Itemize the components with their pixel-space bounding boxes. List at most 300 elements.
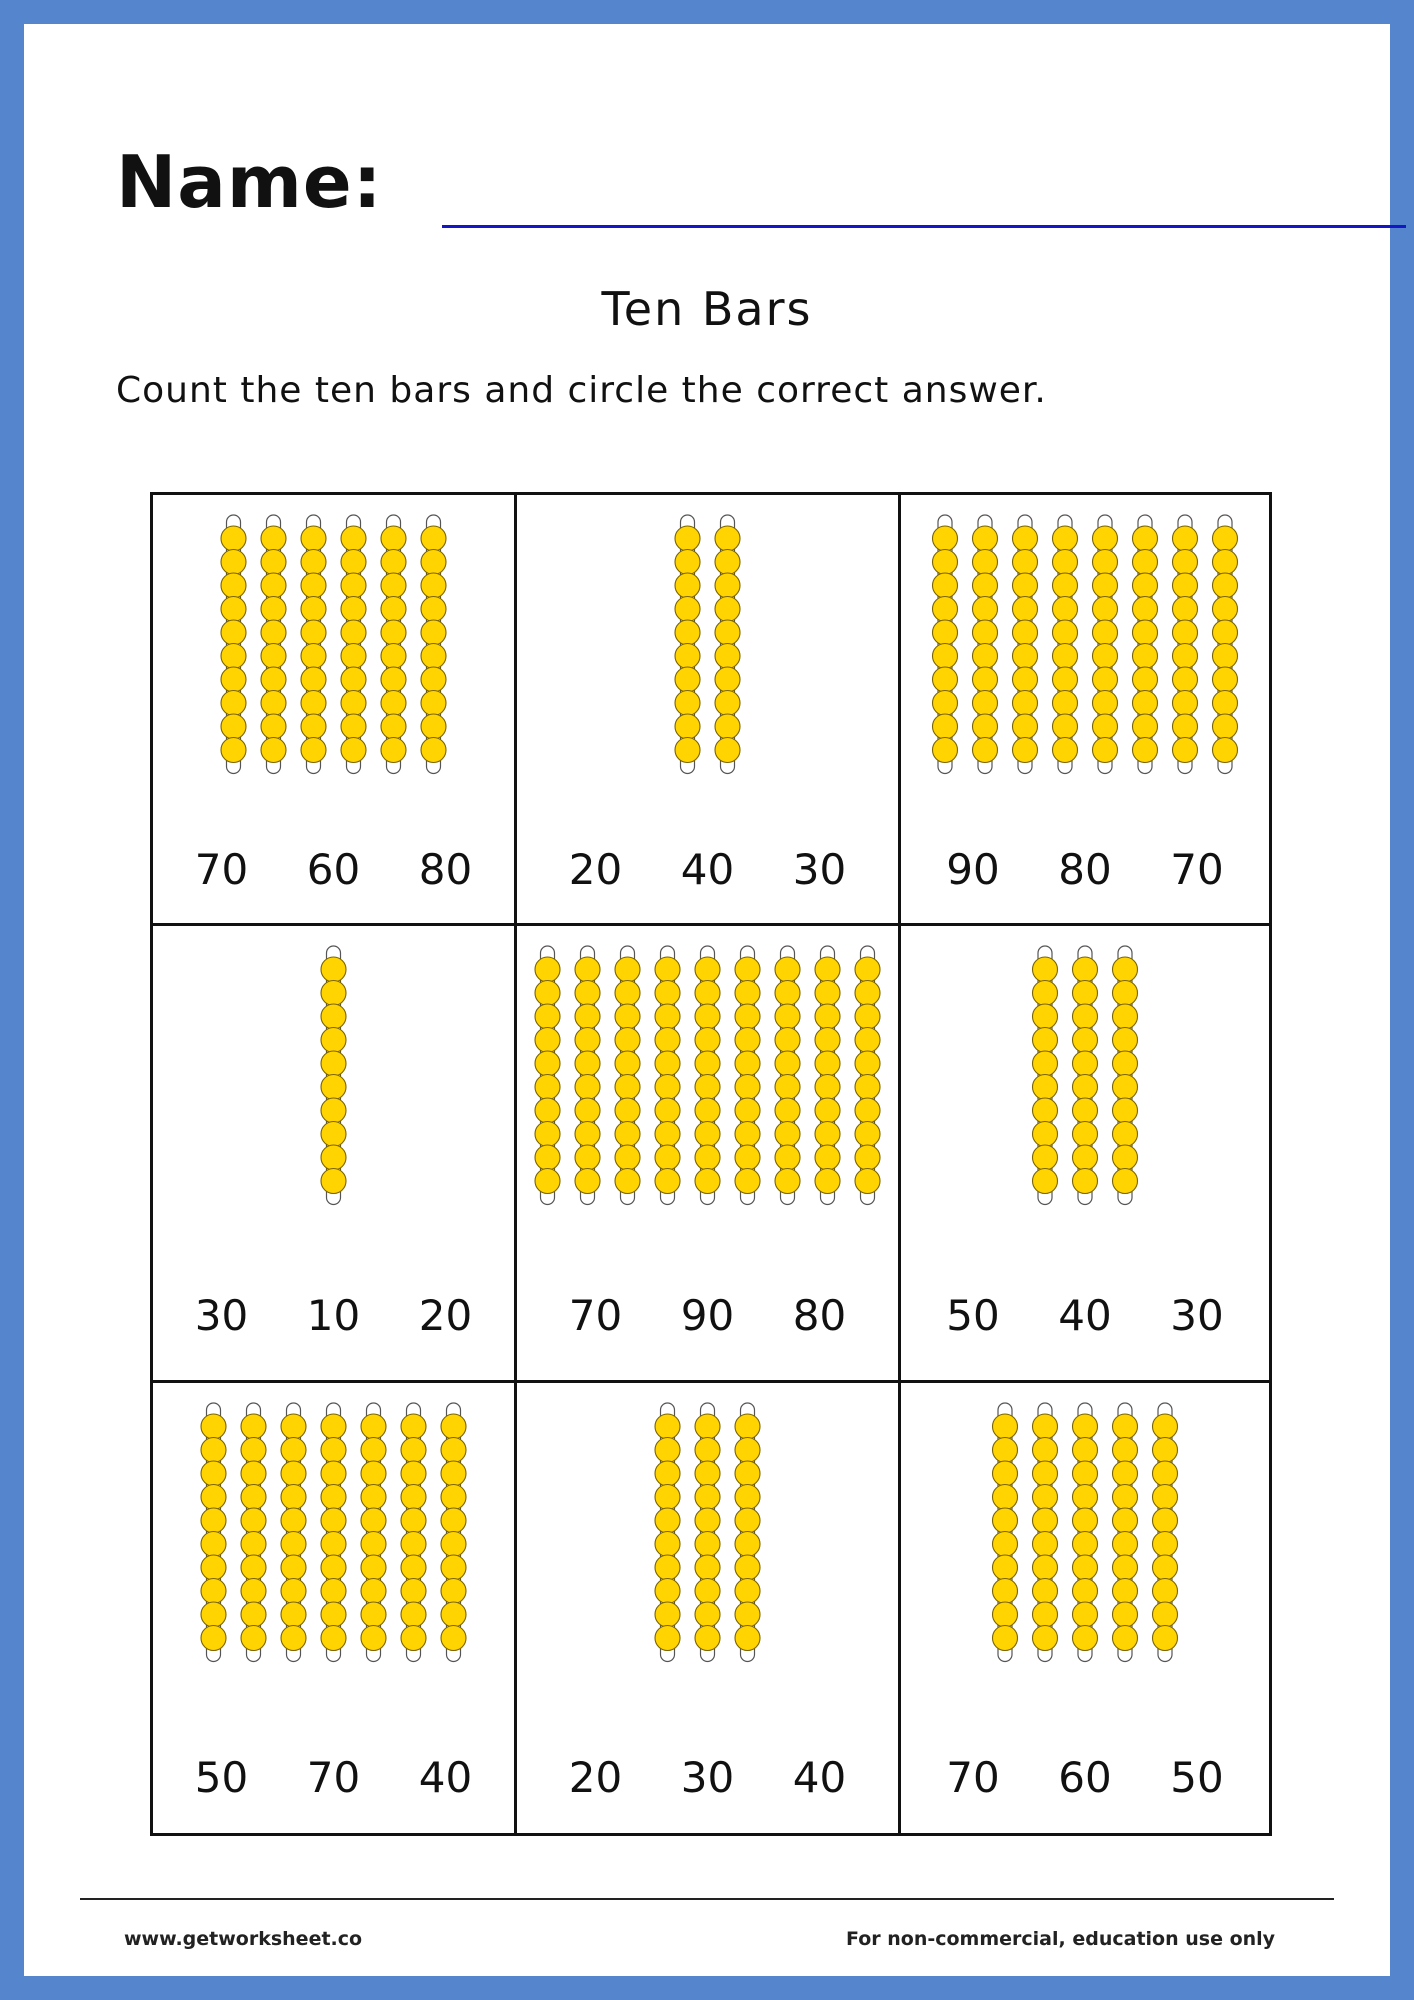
bead	[973, 550, 998, 575]
bead	[615, 1051, 640, 1076]
bead	[993, 1508, 1018, 1533]
bead	[735, 1555, 760, 1580]
bead	[321, 1075, 346, 1100]
bead	[775, 1098, 800, 1123]
bead	[695, 1098, 720, 1123]
bead	[933, 526, 958, 551]
bead	[1173, 573, 1198, 598]
bead	[993, 1626, 1018, 1651]
bead	[855, 1098, 880, 1123]
ten-bar	[1213, 515, 1238, 774]
ten-bar	[1013, 515, 1038, 774]
bead	[301, 597, 326, 622]
bead	[241, 1438, 266, 1463]
bead	[261, 550, 286, 575]
bead	[1173, 714, 1198, 739]
bead	[815, 1169, 840, 1194]
bead	[1033, 1145, 1058, 1170]
bead	[441, 1555, 466, 1580]
bead	[1113, 957, 1138, 982]
answer-option[interactable]: 30	[792, 845, 847, 894]
bead	[1013, 644, 1038, 669]
ten-bar	[695, 946, 720, 1205]
bead	[301, 550, 326, 575]
bead	[775, 957, 800, 982]
bead	[281, 1508, 306, 1533]
answer-option[interactable]: 90	[680, 1291, 735, 1340]
ten-bar	[1113, 1403, 1138, 1662]
bead	[1153, 1579, 1178, 1604]
bead	[815, 981, 840, 1006]
bead	[301, 691, 326, 716]
ten-bar	[281, 1403, 306, 1662]
bead	[421, 620, 446, 645]
bead	[1073, 1438, 1098, 1463]
ten-bar	[1153, 1403, 1178, 1662]
bead	[973, 526, 998, 551]
bead	[1033, 1051, 1058, 1076]
bead	[1093, 597, 1118, 622]
bead	[775, 1169, 800, 1194]
bead	[281, 1414, 306, 1439]
bead	[301, 738, 326, 763]
answer-option[interactable]: 70	[568, 1291, 623, 1340]
bead	[301, 644, 326, 669]
bead	[201, 1461, 226, 1486]
bead	[815, 1122, 840, 1147]
bead	[675, 714, 700, 739]
bead	[973, 620, 998, 645]
bead	[321, 1461, 346, 1486]
bead	[401, 1555, 426, 1580]
bead	[361, 1555, 386, 1580]
bead	[241, 1414, 266, 1439]
bead	[1153, 1414, 1178, 1439]
ten-bar	[675, 515, 700, 774]
bead	[381, 667, 406, 692]
ten-bar	[1053, 515, 1078, 774]
bead	[1053, 714, 1078, 739]
bead	[301, 667, 326, 692]
bead	[221, 550, 246, 575]
bead	[735, 1485, 760, 1510]
bead	[575, 1145, 600, 1170]
bead	[695, 1532, 720, 1557]
problem-9	[901, 1383, 1269, 1833]
bead	[1153, 1602, 1178, 1627]
bead	[401, 1485, 426, 1510]
answer-option[interactable]: 70	[194, 845, 249, 894]
answer-option[interactable]: 20	[568, 1753, 623, 1802]
bead	[855, 957, 880, 982]
bead	[615, 1028, 640, 1053]
problem-3	[901, 495, 1269, 923]
bead	[321, 1579, 346, 1604]
bead	[655, 1438, 680, 1463]
bead	[993, 1532, 1018, 1557]
answer-option[interactable]: 90	[946, 845, 1000, 894]
bead	[715, 573, 740, 598]
bead	[655, 1075, 680, 1100]
bead	[655, 1485, 680, 1510]
bead	[361, 1579, 386, 1604]
bead	[1113, 1602, 1138, 1627]
answer-option[interactable]: 60	[1058, 1753, 1112, 1802]
bead	[775, 1122, 800, 1147]
answer-option[interactable]: 20	[568, 845, 623, 894]
ten-bar	[441, 1403, 466, 1662]
bead	[361, 1414, 386, 1439]
bead	[1033, 1485, 1058, 1510]
bead	[1033, 1626, 1058, 1651]
bead	[1013, 714, 1038, 739]
bead	[441, 1532, 466, 1557]
bead	[1033, 1098, 1058, 1123]
bead	[655, 1461, 680, 1486]
bead	[615, 1075, 640, 1100]
bead	[1013, 620, 1038, 645]
bead	[321, 1555, 346, 1580]
answer-option[interactable]: 80	[1058, 845, 1112, 894]
bead	[993, 1461, 1018, 1486]
answer-option[interactable]: 80	[792, 1291, 847, 1340]
ten-bar	[401, 1403, 426, 1662]
bead	[421, 597, 446, 622]
bead	[1093, 714, 1118, 739]
bead	[381, 597, 406, 622]
bead	[421, 573, 446, 598]
bead	[715, 738, 740, 763]
bead	[1073, 957, 1098, 982]
bead	[815, 1051, 840, 1076]
bead	[615, 1169, 640, 1194]
bead	[1213, 738, 1238, 763]
answer-option[interactable]: 40	[680, 845, 735, 894]
ten-bars-group	[517, 1395, 898, 1685]
bead	[1113, 1461, 1138, 1486]
bead	[535, 957, 560, 982]
problem-6	[901, 926, 1269, 1380]
bead	[1033, 1579, 1058, 1604]
bead	[241, 1555, 266, 1580]
bead	[421, 526, 446, 551]
bead	[1173, 550, 1198, 575]
answer-option[interactable]: 30	[1170, 1291, 1224, 1340]
bead	[615, 1004, 640, 1029]
problem-4	[153, 926, 514, 1380]
bead	[715, 667, 740, 692]
bead	[1073, 1122, 1098, 1147]
bead	[281, 1532, 306, 1557]
bead	[241, 1602, 266, 1627]
bead	[281, 1555, 306, 1580]
ten-bar	[715, 515, 740, 774]
answer-option[interactable]: 20	[418, 1291, 473, 1340]
bead	[1113, 1145, 1138, 1170]
bead	[775, 1051, 800, 1076]
answer-option[interactable]: 50	[194, 1753, 249, 1802]
bead	[1213, 691, 1238, 716]
bead	[341, 738, 366, 763]
bead	[1173, 620, 1198, 645]
bead	[1173, 597, 1198, 622]
bead	[575, 1004, 600, 1029]
bead	[735, 1051, 760, 1076]
bead	[855, 1028, 880, 1053]
answer-options	[901, 845, 1269, 894]
bead	[1013, 573, 1038, 598]
bead	[1113, 1555, 1138, 1580]
bead	[933, 550, 958, 575]
bead	[1073, 1004, 1098, 1029]
bead	[675, 644, 700, 669]
ten-bars-group	[517, 507, 898, 797]
bead	[1113, 1051, 1138, 1076]
bead	[221, 597, 246, 622]
bead	[1033, 1438, 1058, 1463]
ten-bar	[201, 1403, 226, 1662]
bead	[715, 597, 740, 622]
bead	[341, 691, 366, 716]
bead	[735, 1461, 760, 1486]
bead	[401, 1508, 426, 1533]
bead	[1153, 1626, 1178, 1651]
ten-bar	[615, 946, 640, 1205]
bead	[815, 957, 840, 982]
bead	[575, 1122, 600, 1147]
bead	[855, 1169, 880, 1194]
answer-option[interactable]: 10	[306, 1291, 361, 1340]
problem-7	[153, 1383, 514, 1833]
bead	[1213, 550, 1238, 575]
answer-options	[517, 1291, 898, 1340]
bead	[421, 714, 446, 739]
bead	[441, 1461, 466, 1486]
bead	[341, 644, 366, 669]
bead	[321, 1051, 346, 1076]
bead	[675, 691, 700, 716]
worksheet-title: Ten Bars	[601, 282, 813, 336]
bead	[715, 550, 740, 575]
bead	[361, 1532, 386, 1557]
bead	[535, 1098, 560, 1123]
bead	[321, 1414, 346, 1439]
bead	[575, 981, 600, 1006]
bead	[1073, 1145, 1098, 1170]
bead	[441, 1626, 466, 1651]
ten-bars-group	[901, 507, 1269, 797]
bead	[441, 1485, 466, 1510]
ten-bar	[695, 1403, 720, 1662]
problem-1	[153, 495, 514, 923]
bead	[933, 738, 958, 763]
bead	[933, 691, 958, 716]
bead	[1033, 1414, 1058, 1439]
answer-options	[153, 1291, 514, 1340]
bead	[1133, 691, 1158, 716]
bead	[735, 1602, 760, 1627]
bead	[321, 1004, 346, 1029]
bead	[1113, 1169, 1138, 1194]
answer-option[interactable]: 40	[1058, 1291, 1112, 1340]
name-write-line[interactable]	[442, 225, 1406, 228]
bead	[261, 620, 286, 645]
bead	[695, 1004, 720, 1029]
bead	[1053, 526, 1078, 551]
bead	[1173, 667, 1198, 692]
bead	[655, 1579, 680, 1604]
bead	[1213, 667, 1238, 692]
answer-option[interactable]: 70	[946, 1753, 1000, 1802]
bead	[1033, 1555, 1058, 1580]
answer-options	[901, 1753, 1269, 1802]
bead	[241, 1461, 266, 1486]
bead	[695, 1051, 720, 1076]
bead	[241, 1508, 266, 1533]
bead	[321, 1485, 346, 1510]
bead	[281, 1485, 306, 1510]
answer-option[interactable]: 30	[194, 1291, 249, 1340]
bead	[655, 1004, 680, 1029]
ten-bar	[1093, 515, 1118, 774]
bead	[973, 738, 998, 763]
bead	[221, 738, 246, 763]
answer-option[interactable]: 40	[792, 1753, 847, 1802]
bead	[1033, 981, 1058, 1006]
bead	[993, 1438, 1018, 1463]
bead	[1073, 1626, 1098, 1651]
bead	[1053, 573, 1078, 598]
bead	[535, 1028, 560, 1053]
ten-bar	[1133, 515, 1158, 774]
bead	[1213, 597, 1238, 622]
bead	[421, 667, 446, 692]
bead	[973, 691, 998, 716]
bead	[1113, 1626, 1138, 1651]
bead	[1033, 1004, 1058, 1029]
bead	[855, 1122, 880, 1147]
bead	[1053, 667, 1078, 692]
bead	[321, 1532, 346, 1557]
bead	[421, 738, 446, 763]
bead	[1073, 1414, 1098, 1439]
bead	[281, 1579, 306, 1604]
bead	[655, 1555, 680, 1580]
bead	[695, 1145, 720, 1170]
answer-option[interactable]: 30	[680, 1753, 735, 1802]
bead	[695, 981, 720, 1006]
bead	[441, 1438, 466, 1463]
bead	[421, 691, 446, 716]
bead	[1073, 1169, 1098, 1194]
bead	[1073, 1555, 1098, 1580]
bead	[655, 1098, 680, 1123]
bead	[261, 573, 286, 598]
bead	[1113, 1579, 1138, 1604]
answer-options	[901, 1291, 1269, 1340]
ten-bars-group	[153, 938, 514, 1228]
bead	[201, 1414, 226, 1439]
answer-option[interactable]: 50	[1170, 1753, 1224, 1802]
bead	[341, 526, 366, 551]
bead	[361, 1438, 386, 1463]
bead	[1033, 1169, 1058, 1194]
answer-options	[153, 1753, 514, 1802]
bead	[1073, 1461, 1098, 1486]
bead	[401, 1602, 426, 1627]
bead	[1093, 691, 1118, 716]
ten-bar	[241, 1403, 266, 1662]
bead	[401, 1532, 426, 1557]
answer-option[interactable]: 50	[946, 1291, 1000, 1340]
answer-option[interactable]: 70	[306, 1753, 361, 1802]
bead	[675, 738, 700, 763]
answer-option[interactable]: 40	[418, 1753, 473, 1802]
bead	[1113, 1532, 1138, 1557]
bead	[695, 1485, 720, 1510]
bead	[655, 1532, 680, 1557]
bead	[361, 1461, 386, 1486]
bead	[321, 1602, 346, 1627]
bead	[695, 1438, 720, 1463]
bead	[973, 597, 998, 622]
bead	[933, 620, 958, 645]
bead	[1013, 550, 1038, 575]
bead	[221, 691, 246, 716]
bead	[1113, 1508, 1138, 1533]
bead	[1073, 1485, 1098, 1510]
bead	[715, 644, 740, 669]
bead	[1133, 644, 1158, 669]
bead	[321, 981, 346, 1006]
bead	[341, 597, 366, 622]
bead	[1213, 714, 1238, 739]
bead	[1093, 526, 1118, 551]
problem-grid	[150, 492, 1272, 1836]
bead	[301, 526, 326, 551]
bead	[535, 1004, 560, 1029]
answer-option[interactable]: 60	[306, 845, 361, 894]
bead	[615, 981, 640, 1006]
bead	[261, 738, 286, 763]
answer-option[interactable]: 80	[418, 845, 473, 894]
answer-option[interactable]: 70	[1170, 845, 1224, 894]
name-field	[116, 140, 1316, 240]
bead	[655, 1028, 680, 1053]
bead	[1173, 738, 1198, 763]
bead	[361, 1485, 386, 1510]
bead	[201, 1508, 226, 1533]
bead	[535, 1145, 560, 1170]
bead	[715, 620, 740, 645]
bead	[973, 573, 998, 598]
bead	[1053, 691, 1078, 716]
bead	[655, 1414, 680, 1439]
bead	[855, 1004, 880, 1029]
answer-options	[517, 845, 898, 894]
bead	[321, 1626, 346, 1651]
bead	[321, 1145, 346, 1170]
bead	[1213, 526, 1238, 551]
bead	[441, 1579, 466, 1604]
bead	[715, 714, 740, 739]
bead	[675, 597, 700, 622]
bead	[695, 1461, 720, 1486]
bead	[1093, 644, 1118, 669]
bead	[421, 644, 446, 669]
bead	[775, 1075, 800, 1100]
bead	[1153, 1555, 1178, 1580]
